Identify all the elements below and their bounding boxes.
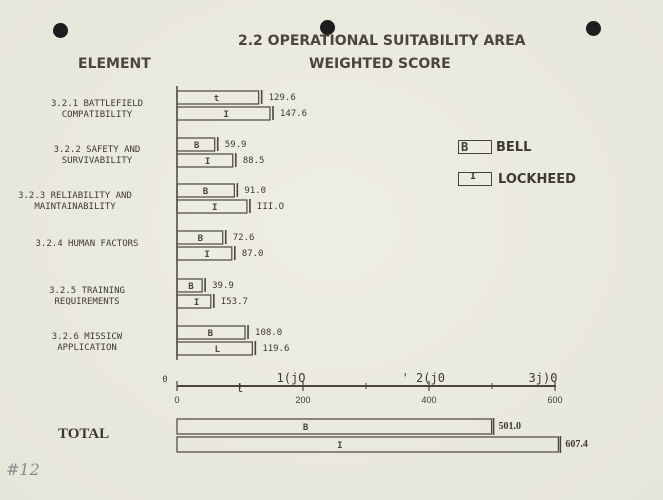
bar-mark: B xyxy=(202,187,209,197)
value-label: 91.0 xyxy=(244,186,267,196)
legend-code-lockheed: I xyxy=(470,171,477,182)
value-label: 39.9 xyxy=(212,281,234,291)
x-axis-top-label: 3j)0 xyxy=(528,371,558,385)
total-bar-mark: I xyxy=(337,441,343,451)
bar-mark: B xyxy=(193,141,200,151)
legend-label-lockheed: LOCKHEED xyxy=(498,172,576,187)
category-label: 3.2.6 MISSICW APPLICATION xyxy=(51,332,123,353)
x-tick-label: 600 xyxy=(547,395,563,405)
total-value-label: 607.4 xyxy=(565,439,588,450)
value-label: III.O xyxy=(256,202,285,212)
total-value-label: 501.0 xyxy=(498,421,522,432)
total-bar-bell xyxy=(177,419,492,434)
category-label: 3.2.1 BATTLEFIELD COMPATIBILITY xyxy=(50,99,144,120)
category-label: 3.2.4 HUMAN FACTORS xyxy=(35,239,139,249)
x-tick-label: 400 xyxy=(421,395,437,405)
x-axis-top-label: 1(jO xyxy=(276,371,306,385)
x-axis-top-label: t xyxy=(236,381,244,395)
value-label: 147.6 xyxy=(279,109,308,119)
legend-label-bell: BELL xyxy=(496,140,532,155)
bar-mark: I xyxy=(211,203,218,213)
category-label: 3.2.2 SAFETY AND SURVIVABILITY xyxy=(53,145,141,166)
page-number-mark: #12 xyxy=(6,460,40,479)
value-label: 119.6 xyxy=(262,344,290,354)
chart-title: 2.2 OPERATIONAL SUITABILITY AREA xyxy=(238,33,526,49)
value-label: 108.0 xyxy=(255,328,283,338)
x-tick-label: 0 xyxy=(174,395,180,405)
element-heading: ELEMENT xyxy=(78,56,151,72)
total-label: TOTAL xyxy=(58,426,110,442)
total-bar-mark: B xyxy=(302,423,309,433)
bar-mark: I xyxy=(193,298,200,308)
bar-mark: B xyxy=(197,234,204,244)
value-label: 72.6 xyxy=(232,233,255,243)
value-label: 59.9 xyxy=(224,140,247,150)
total-bar-lockheed xyxy=(177,437,558,452)
bar-mark: B xyxy=(207,329,214,339)
bar-mark: I xyxy=(204,157,211,167)
legend-code-bell: B xyxy=(461,140,472,154)
bar-mark: B xyxy=(188,282,194,292)
x-tick-label: 200 xyxy=(295,395,311,405)
category-label: 3.2.3 RELIABILITY AND MAINTAINABILITY xyxy=(18,191,132,212)
bar-mark: I xyxy=(223,110,229,120)
value-label: 129.6 xyxy=(268,93,296,103)
chart-subtitle: WEIGHTED SCORE xyxy=(309,56,451,72)
value-label: 88.5 xyxy=(242,156,265,166)
bar-mark: t xyxy=(213,94,220,104)
bar-mark: L xyxy=(214,345,221,355)
value-label: 87.0 xyxy=(241,249,264,259)
category-label: 3.2.5 TRAINING REQUIREMENTS xyxy=(49,286,125,307)
x-axis-top-label: 0 xyxy=(162,375,168,385)
bar-mark: I xyxy=(204,250,210,260)
x-axis-top-label: ' 2(j0 xyxy=(401,371,445,385)
value-label: I53.7 xyxy=(220,297,248,307)
